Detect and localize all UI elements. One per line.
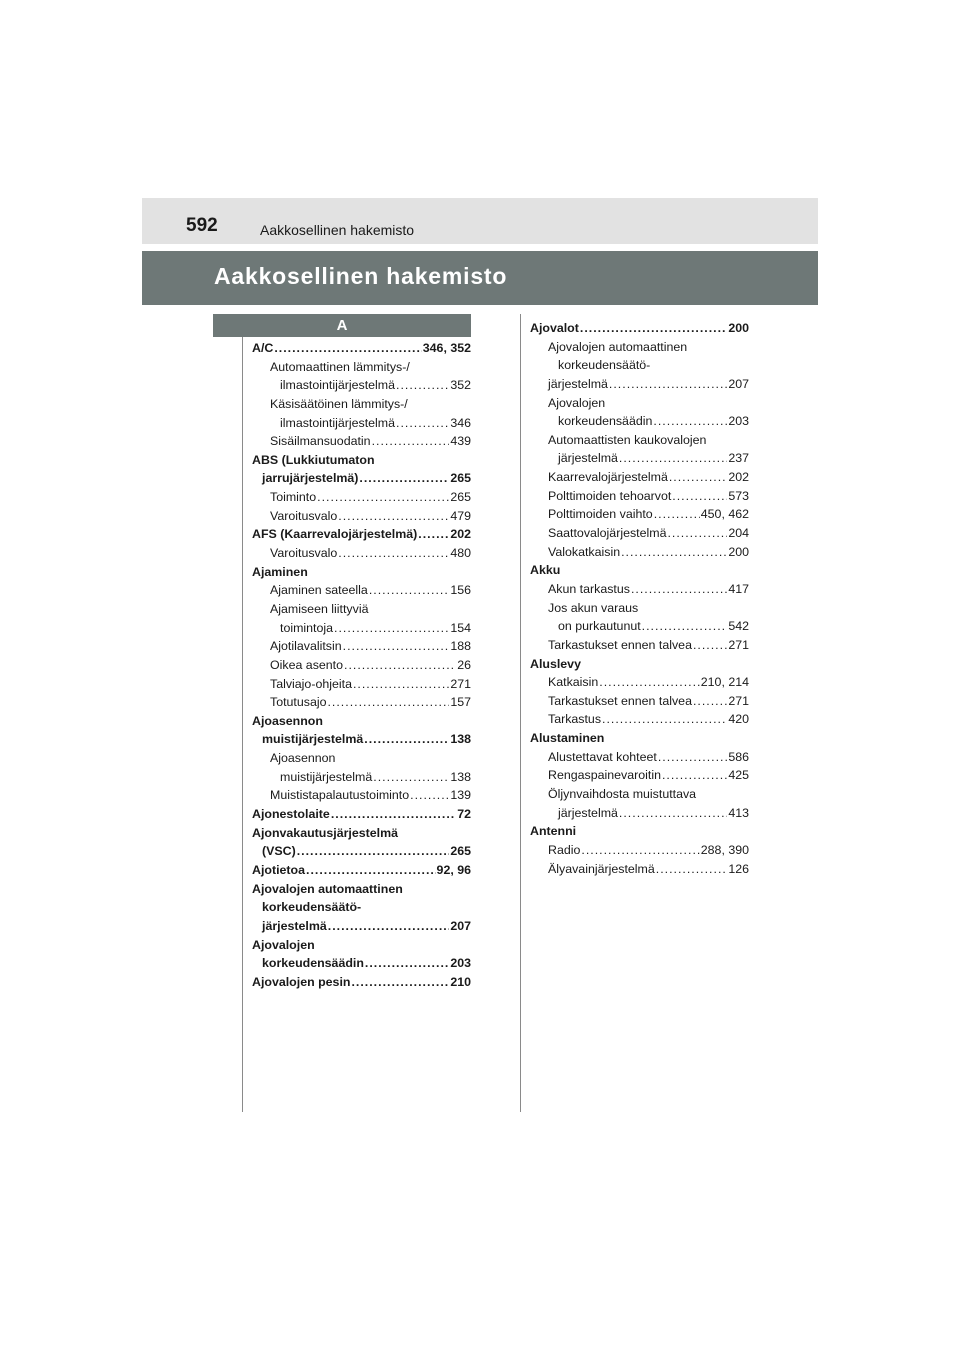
index-entry-term: Valokatkaisin	[548, 544, 621, 559]
header-bar	[142, 198, 818, 244]
index-entry	[530, 748, 749, 767]
leader-dots	[396, 376, 449, 395]
index-entry: Ajoasennon	[252, 713, 323, 728]
index-entry-term: on purkautunut	[558, 619, 641, 634]
index-entry-term: korkeudensäädin	[558, 414, 653, 429]
leader-dots	[274, 339, 421, 358]
index-entry-term: Tarkastukset ennen talvea	[548, 693, 692, 708]
index-entry-page: 586	[728, 749, 749, 764]
leader-dots	[672, 487, 727, 506]
leader-dots	[642, 617, 728, 636]
index-entry-page: 480	[450, 546, 471, 561]
leader-dots	[372, 432, 450, 451]
index-entry: Akku	[530, 563, 561, 578]
leader-dots	[609, 375, 727, 394]
index-entry-page: 138	[450, 732, 471, 747]
leader-dots	[653, 412, 727, 431]
index-column-left	[252, 339, 471, 991]
index-entry-page: 202	[450, 527, 471, 542]
index-entry	[530, 617, 749, 636]
leader-dots	[410, 786, 449, 805]
index-entry: Ajovalojen	[252, 937, 315, 952]
index-entry-page: 203	[450, 956, 471, 971]
leader-dots	[351, 973, 449, 992]
index-entry-term: muistijärjestelmä	[262, 732, 364, 747]
index-entry-term: korkeudensäädin	[262, 956, 364, 971]
index-entry-page: 417	[728, 581, 749, 596]
index-entry	[530, 766, 749, 785]
column-divider-left	[242, 314, 243, 1112]
leader-dots	[353, 675, 449, 694]
index-entry-term: Ajonestolaite	[252, 807, 330, 822]
index-entry	[252, 917, 471, 936]
index-entry: Ajovalojen automaattinen	[252, 881, 403, 896]
index-entry	[252, 768, 471, 787]
index-entry	[530, 860, 749, 879]
index-entry	[252, 581, 471, 600]
leader-dots	[656, 860, 728, 879]
index-entry-page: 210, 214	[700, 675, 749, 690]
index-entry	[252, 469, 471, 488]
index-entry	[530, 524, 749, 543]
index-entry-term: ilmastointijärjestelmä	[280, 415, 395, 430]
leader-dots	[334, 619, 449, 638]
index-entry-page: 207	[728, 376, 749, 391]
leader-dots	[331, 805, 456, 824]
index-entry	[252, 842, 471, 861]
index-entry: korkeudensäätö-	[558, 358, 651, 373]
index-entry: Ajoasennon	[270, 751, 336, 766]
leader-dots	[396, 414, 449, 433]
page-title: Aakkosellinen hakemisto	[214, 263, 508, 289]
page-number: 592	[186, 215, 218, 236]
leader-dots	[662, 766, 727, 785]
index-entry	[252, 525, 471, 544]
index-entry-term: Rengaspainevaroitin	[548, 768, 661, 783]
index-entry	[530, 580, 749, 599]
index-entry-term: Sisäilmansuodatin	[270, 434, 371, 449]
index-entry-term: Muististapalautustoiminto	[270, 788, 410, 803]
index-entry-page: 479	[450, 508, 471, 523]
index-entry	[530, 375, 749, 394]
index-entry-term: Ajotietoa	[252, 862, 306, 877]
index-entry-term: ilmastointijärjestelmä	[280, 378, 395, 393]
index-entry-page: 542	[728, 619, 749, 634]
leader-dots	[621, 543, 727, 562]
index-entry: Öljynvaihdosta muistuttava	[548, 787, 697, 802]
index-entry	[530, 692, 749, 711]
index-entry	[252, 805, 471, 824]
index-entry-page: 346	[450, 415, 471, 430]
index-entry-page: 188	[450, 639, 471, 654]
index-entry-term: toimintoja	[280, 620, 334, 635]
index-entry-term: (VSC)	[262, 844, 296, 859]
index-entry: Ajovalojen	[548, 395, 606, 410]
index-entry-term: järjestelmä	[262, 918, 327, 933]
index-entry	[252, 656, 471, 675]
index-entry-page: 200	[728, 544, 749, 559]
index-entry-page: 265	[450, 471, 471, 486]
leader-dots	[365, 954, 449, 973]
leader-dots	[580, 319, 727, 338]
leader-dots	[327, 693, 449, 712]
index-entry: Alustaminen	[530, 731, 605, 746]
index-entry	[530, 449, 749, 468]
index-entry	[530, 412, 749, 431]
leader-dots	[317, 488, 449, 507]
index-entry-page: 352	[450, 378, 471, 393]
index-entry-page: 204	[728, 526, 749, 541]
index-entry-term: Totutusajo	[270, 695, 327, 710]
index-entry: Ajaminen	[252, 564, 308, 579]
leader-dots	[654, 505, 700, 524]
index-entry-page: 154	[450, 620, 471, 635]
index-entry-page: 288, 390	[700, 842, 749, 857]
leader-dots	[619, 449, 727, 468]
index-entry: Käsisäätöinen lämmitys-/	[270, 396, 408, 411]
index-entry	[252, 414, 471, 433]
index-entry-page: 200	[728, 321, 749, 335]
leader-dots	[343, 637, 450, 656]
index-entry	[530, 543, 749, 562]
leader-dots	[599, 673, 699, 692]
index-entry: Jos akun varaus	[548, 600, 639, 615]
index-entry-term: Ajotilavalitsin	[270, 639, 342, 654]
index-entry	[530, 468, 749, 487]
index-entry	[252, 637, 471, 656]
index-entry: Ajovalojen automaattinen	[548, 339, 688, 354]
index-entry	[252, 693, 471, 712]
index-entry-term: Polttimoiden tehoarvot	[548, 488, 672, 503]
index-entry-page: 425	[728, 768, 749, 783]
index-entry-page: 210	[450, 974, 471, 989]
index-entry-term: Polttimoiden vaihto	[548, 507, 653, 522]
index-entry-term: muistijärjestelmä	[280, 769, 373, 784]
index-entry	[530, 673, 749, 692]
index-entry	[252, 973, 471, 992]
index-entry-page: 72	[457, 807, 471, 822]
index-entry-page: 156	[450, 583, 471, 598]
index-entry-term: järjestelmä	[548, 376, 608, 391]
leader-dots	[658, 748, 727, 767]
index-entry	[252, 432, 471, 451]
index-entry: Ajamiseen liittyviä	[270, 601, 369, 616]
index-entry-term: Varoitusvalo	[270, 508, 338, 523]
index-entry-term: Kaarrevalojärjestelmä	[548, 470, 668, 485]
section-letter-header: A	[213, 314, 471, 337]
index-entry-page: 207	[450, 918, 471, 933]
index-entry	[252, 507, 471, 526]
index-entry-term: Tarkastukset ennen talvea	[548, 637, 692, 652]
index-entry	[252, 861, 471, 880]
index-entry-term: Varoitusvalo	[270, 546, 338, 561]
index-entry	[252, 376, 471, 395]
index-entry-page: 157	[450, 695, 471, 710]
leader-dots	[369, 581, 450, 600]
index-entry: korkeudensäätö-	[262, 900, 362, 915]
index-entry-term: jarrujärjestelmä)	[262, 471, 359, 486]
index-entry-term: Talviajo-ohjeita	[270, 676, 352, 691]
index-entry-term: Radio	[548, 842, 581, 857]
leader-dots	[297, 842, 450, 861]
leader-dots	[328, 917, 450, 936]
index-entry-term: Saattovalojärjestelmä	[548, 526, 667, 541]
leader-dots	[373, 768, 449, 787]
index-entry	[252, 544, 471, 563]
index-entry-page: 26	[457, 657, 471, 672]
index-entry	[252, 339, 471, 358]
column-divider-middle	[520, 314, 521, 1112]
index-entry-page: 265	[450, 490, 471, 505]
index-entry	[252, 488, 471, 507]
index-entry	[252, 954, 471, 973]
index-entry	[530, 841, 749, 860]
index-entry-page: 271	[728, 693, 749, 708]
index-entry	[252, 786, 471, 805]
index-entry	[252, 619, 471, 638]
index-entry: Antenni	[530, 824, 577, 839]
index-column-right	[530, 319, 749, 878]
index-entry-page: 346, 352	[422, 341, 471, 355]
leader-dots	[693, 692, 727, 711]
index-entry-page: 573	[728, 488, 749, 503]
index-entry	[530, 710, 749, 729]
index-entry-term: AFS (Kaarrevalojärjestelmä)	[252, 527, 418, 542]
leader-dots	[631, 580, 727, 599]
index-entry-page: 126	[728, 861, 749, 876]
index-entry	[252, 730, 471, 749]
index-entry-page: 92, 96	[436, 862, 471, 877]
index-entry-term: järjestelmä	[558, 451, 618, 466]
leader-dots	[359, 469, 449, 488]
index-entry-page: 237	[728, 451, 749, 466]
leader-dots	[306, 861, 436, 880]
index-entry-page: 271	[728, 637, 749, 652]
index-entry: Ajonvakautusjärjestelmä	[252, 825, 398, 840]
index-entry	[530, 505, 749, 524]
index-entry-term: Tarkastus	[548, 712, 602, 727]
index-entry-term: Ajovalot	[530, 321, 579, 335]
index-entry-term: Alustettavat kohteet	[548, 749, 657, 764]
index-entry-term: Ajovalojen pesin	[252, 974, 351, 989]
leader-dots	[344, 656, 456, 675]
leader-dots	[338, 507, 449, 526]
leader-dots	[669, 468, 727, 487]
index-entry-page: 203	[728, 414, 749, 429]
index-entry-term: Älyavainjärjestelmä	[548, 861, 655, 876]
leader-dots	[602, 710, 727, 729]
index-entry-term: A/C	[252, 341, 274, 355]
leader-dots	[581, 841, 699, 860]
index-entry-page: 413	[728, 805, 749, 820]
index-entry	[530, 636, 749, 655]
leader-dots	[418, 525, 449, 544]
index-entry-term: Toiminto	[270, 490, 317, 505]
index-entry-page: 138	[450, 769, 471, 784]
index-entry-term: Oikea asento	[270, 657, 344, 672]
index-entry-term: Akun tarkastus	[548, 581, 630, 596]
index-entry-page: 265	[450, 844, 471, 859]
running-title: Aakkosellinen hakemisto	[260, 222, 415, 238]
index-entry	[530, 487, 749, 506]
index-entry-page: 420	[728, 712, 749, 727]
index-entry-page: 202	[728, 470, 749, 485]
index-entry-term: Katkaisin	[548, 675, 599, 690]
index-entry: Aluslevy	[530, 656, 581, 671]
index-entry-page: 271	[450, 676, 471, 691]
leader-dots	[338, 544, 449, 563]
leader-dots	[693, 636, 727, 655]
leader-dots	[364, 730, 449, 749]
leader-dots	[667, 524, 727, 543]
index-entry-term: Ajaminen sateella	[270, 583, 368, 598]
index-entry-page: 450, 462	[700, 507, 749, 522]
index-entry-term: järjestelmä	[558, 805, 618, 820]
index-entry: Automaattinen lämmitys-/	[270, 359, 410, 374]
index-entry-page: 439	[450, 434, 471, 449]
index-entry	[530, 319, 749, 338]
index-entry: Automaattisten kaukovalojen	[548, 432, 707, 447]
index-entry-page: 139	[450, 788, 471, 803]
index-entry	[252, 675, 471, 694]
index-entry	[530, 804, 749, 823]
leader-dots	[619, 804, 727, 823]
index-entry: ABS (Lukkiutumaton	[252, 452, 375, 467]
